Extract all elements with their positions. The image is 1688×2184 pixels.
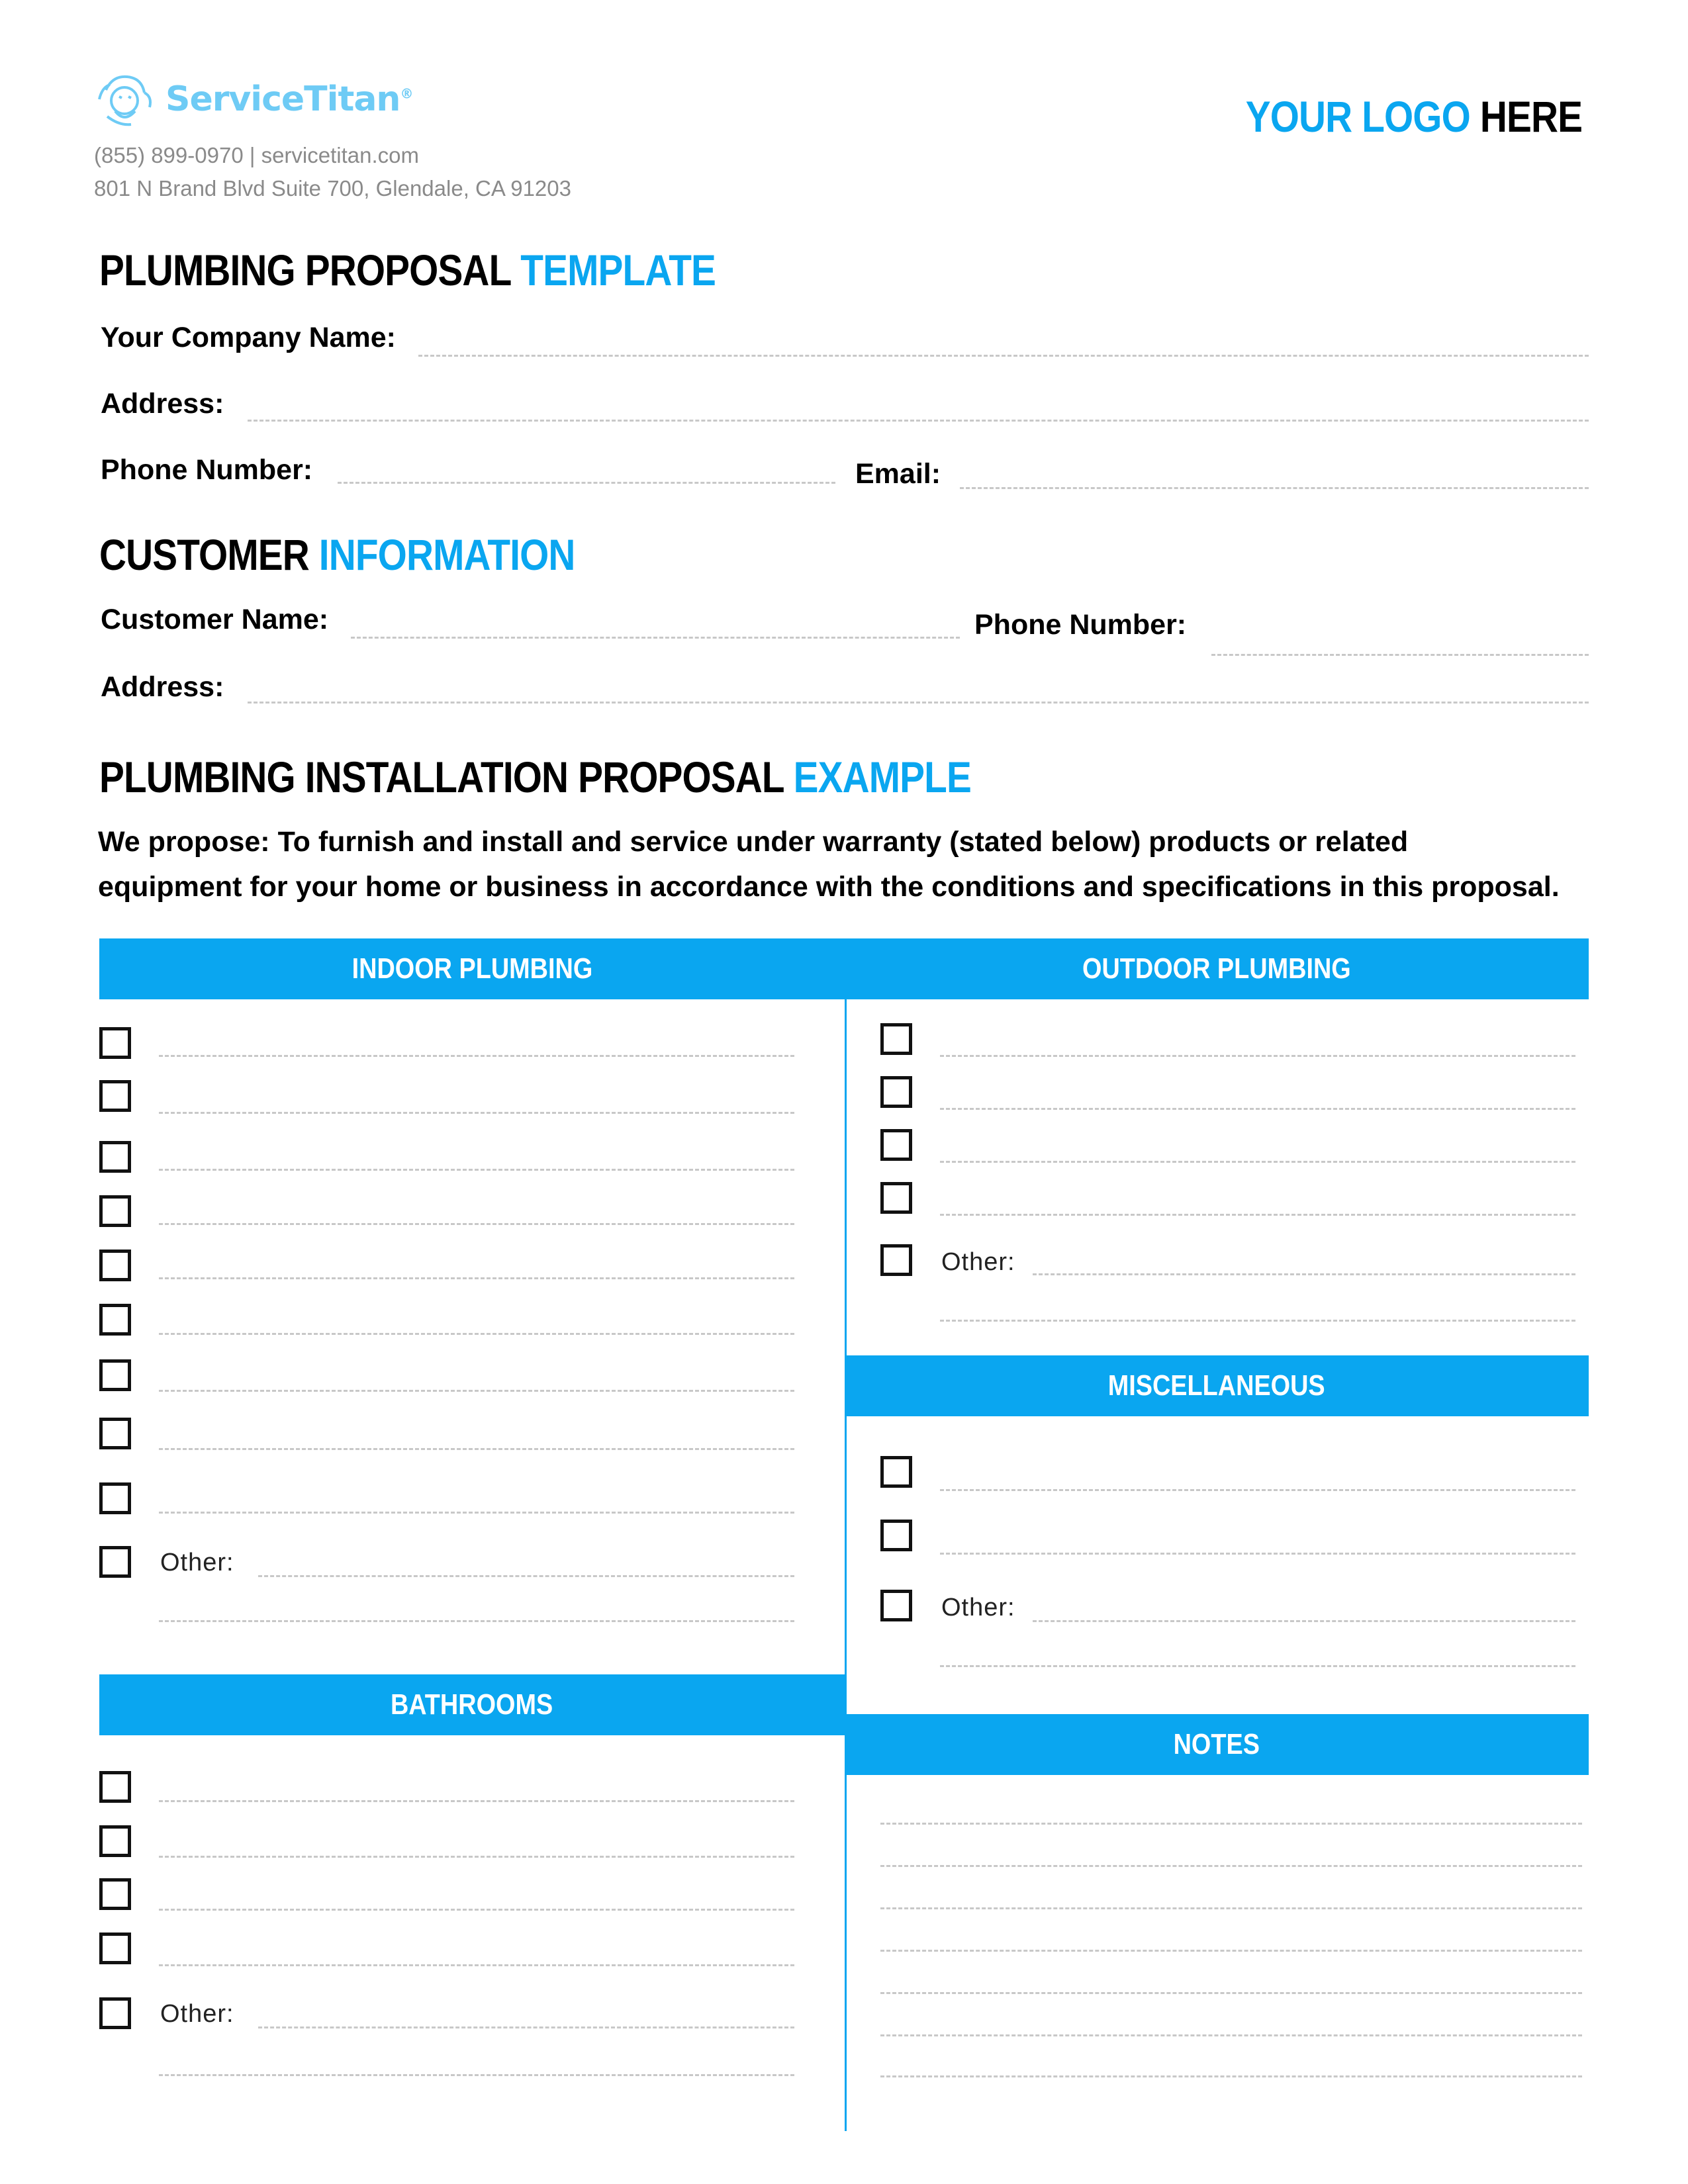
customer-address-label: Address: (101, 671, 224, 703)
indoor-line-9[interactable] (159, 1512, 794, 1514)
misc-checkbox-other[interactable] (880, 1590, 912, 1621)
indoor-line-3[interactable] (159, 1169, 794, 1171)
outdoor-line-2[interactable] (940, 1108, 1575, 1110)
indoor-checkbox-1[interactable] (99, 1027, 131, 1059)
bathroom-checkbox-1[interactable] (99, 1771, 131, 1803)
servicetitan-titan-head-icon (93, 70, 156, 128)
notes-line-1[interactable] (880, 1823, 1582, 1825)
column-divider (845, 999, 847, 2131)
company-email-label: Email: (855, 458, 941, 490)
bathroom-checkbox-2[interactable] (99, 1825, 131, 1857)
customer-phone-label: Phone Number: (974, 609, 1187, 641)
indoor-checkbox-8[interactable] (99, 1418, 131, 1449)
misc-other-line-2[interactable] (940, 1665, 1575, 1667)
notes-line-4[interactable] (880, 1950, 1582, 1952)
customer-title: CUSTOMER INFORMATION (99, 530, 575, 579)
outdoor-checkbox-1[interactable] (880, 1023, 912, 1055)
installation-title: PLUMBING INSTALLATION PROPOSAL EXAMPLE (99, 752, 971, 801)
outdoor-line-3[interactable] (940, 1161, 1575, 1163)
outdoor-plumbing-header: OUTDOOR PLUMBING (845, 938, 1589, 999)
brand-name: ServiceTitan® (165, 79, 413, 119)
indoor-checkbox-2[interactable] (99, 1080, 131, 1112)
brand-logo (93, 70, 412, 128)
customer-address-field[interactable] (248, 702, 1589, 704)
indoor-line-5[interactable] (159, 1277, 794, 1279)
outdoor-other-line-2[interactable] (940, 1320, 1575, 1322)
bathrooms-header: BATHROOMS (99, 1674, 845, 1735)
misc-other-line[interactable] (1033, 1620, 1575, 1622)
misc-checkbox-2[interactable] (880, 1520, 912, 1551)
outdoor-other-label: Other: (941, 1248, 1015, 1276)
indoor-checkbox-9[interactable] (99, 1482, 131, 1514)
misc-other-label: Other: (941, 1594, 1015, 1621)
notes-line-6[interactable] (880, 2034, 1582, 2036)
company-address-label: Address: (101, 388, 224, 420)
indoor-line-8[interactable] (159, 1448, 794, 1450)
outdoor-checkbox-3[interactable] (880, 1129, 912, 1161)
indoor-checkbox-3[interactable] (99, 1141, 131, 1173)
bathroom-line-2[interactable] (159, 1856, 794, 1858)
outdoor-checkbox-2[interactable] (880, 1076, 912, 1108)
notes-line-7[interactable] (880, 2075, 1582, 2077)
outdoor-checkbox-other[interactable] (880, 1244, 912, 1276)
company-phone-field[interactable] (338, 482, 835, 484)
indoor-other-line[interactable] (258, 1575, 794, 1577)
indoor-checkbox-6[interactable] (99, 1304, 131, 1336)
customer-phone-field[interactable] (1211, 654, 1589, 656)
bathroom-other-label: Other: (160, 2000, 234, 2028)
bathroom-checkbox-other[interactable] (99, 1997, 131, 2029)
misc-line-1[interactable] (940, 1489, 1575, 1491)
miscellaneous-header: MISCELLANEOUS (845, 1355, 1589, 1416)
outdoor-line-1[interactable] (940, 1055, 1575, 1057)
notes-line-2[interactable] (880, 1865, 1582, 1867)
company-phone-label: Phone Number: (101, 454, 313, 486)
notes-header: NOTES (845, 1714, 1589, 1775)
contact-line: (855) 899-0970 | servicetitan.com (94, 143, 419, 167)
company-email-field[interactable] (960, 487, 1589, 489)
address-line: 801 N Brand Blvd Suite 700, Glendale, CA 91203 (94, 176, 571, 201)
indoor-other-label: Other: (160, 1549, 234, 1576)
outdoor-line-4[interactable] (940, 1214, 1575, 1216)
bathroom-checkbox-3[interactable] (99, 1878, 131, 1910)
company-address-field[interactable] (248, 420, 1589, 422)
indoor-other-line-2[interactable] (159, 1620, 794, 1622)
bathroom-line-4[interactable] (159, 1964, 794, 1966)
indoor-checkbox-5[interactable] (99, 1250, 131, 1281)
bathroom-line-3[interactable] (159, 1909, 794, 1911)
indoor-line-4[interactable] (159, 1223, 794, 1225)
outdoor-other-line[interactable] (1033, 1273, 1575, 1275)
notes-line-5[interactable] (880, 1992, 1582, 1994)
customer-name-field[interactable] (351, 637, 960, 639)
indoor-line-1[interactable] (159, 1055, 794, 1057)
indoor-checkbox-other[interactable] (99, 1546, 131, 1578)
misc-checkbox-1[interactable] (880, 1456, 912, 1488)
bathroom-other-line[interactable] (258, 2026, 794, 2028)
indoor-line-6[interactable] (159, 1333, 794, 1335)
proposal-title: PLUMBING PROPOSAL TEMPLATE (99, 246, 716, 295)
misc-line-2[interactable] (940, 1553, 1575, 1555)
bathroom-line-1[interactable] (159, 1800, 794, 1802)
customer-name-label: Customer Name: (101, 604, 329, 635)
company-name-label: Your Company Name: (101, 322, 396, 353)
company-name-field[interactable] (418, 355, 1589, 357)
notes-line-3[interactable] (880, 1907, 1582, 1909)
indoor-line-2[interactable] (159, 1112, 794, 1114)
indoor-line-7[interactable] (159, 1390, 794, 1392)
indoor-plumbing-header: INDOOR PLUMBING (99, 938, 845, 999)
bathroom-other-line-2[interactable] (159, 2074, 794, 2076)
proposal-paragraph: We propose: To furnish and install and service under warranty (stated below) products or related equipment for your home or business in accordance with the conditions and specifications in this proposal. (98, 826, 1560, 903)
bathroom-checkbox-4[interactable] (99, 1933, 131, 1964)
indoor-checkbox-7[interactable] (99, 1359, 131, 1391)
outdoor-checkbox-4[interactable] (880, 1182, 912, 1214)
indoor-checkbox-4[interactable] (99, 1195, 131, 1227)
logo-placeholder: YOUR LOGO HERE (1245, 92, 1582, 141)
